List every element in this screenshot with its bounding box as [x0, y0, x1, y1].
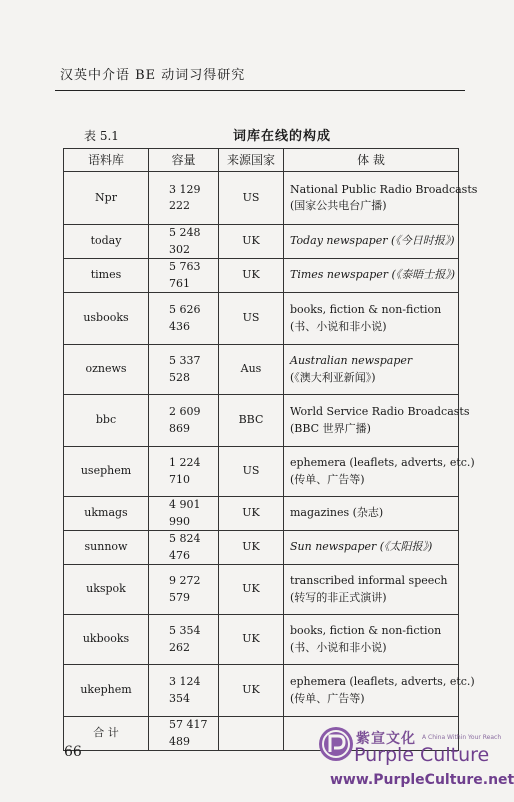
cell-country: BBC — [219, 395, 284, 447]
genre-line: books, fiction & non-fiction — [290, 624, 442, 637]
cell-genre — [284, 497, 459, 531]
watermark-url: www.PurpleCulture.net — [330, 772, 514, 788]
cell-genre — [284, 293, 459, 345]
table-row — [64, 565, 459, 615]
cell-size: 9 272 579 — [149, 565, 219, 615]
cell-country: Aus — [219, 345, 284, 395]
cell-size: 5 626 436 — [149, 293, 219, 345]
running-header: 汉英中介语 BE 动词习得研究 — [60, 68, 246, 83]
cell-size: 5 824 476 — [149, 531, 219, 565]
genre-line: ephemera (leaflets, adverts, etc.) — [290, 456, 475, 469]
genre-line: World Service Radio Broadcasts — [290, 405, 470, 418]
genre-line: books, fiction & non-fiction — [290, 303, 442, 316]
cell-country: UK — [219, 225, 284, 259]
cell-genre — [284, 615, 459, 665]
cell-country: US — [219, 447, 284, 497]
purple-culture-logo-icon — [318, 726, 354, 762]
genre-line: magazines (杂志) — [290, 506, 384, 520]
genre-line: (国家公共电台广播) — [290, 199, 387, 212]
genre-line: Australian newspaper — [290, 354, 413, 367]
cell-country: UK — [219, 665, 284, 717]
genre-line: ephemera (leaflets, adverts, etc.) — [290, 675, 475, 688]
genre-line: (BBC 世界广播) — [290, 421, 371, 435]
table-row — [64, 395, 459, 447]
cell-size: 5 354 262 — [149, 615, 219, 665]
cell-genre — [284, 447, 475, 497]
cell-country: UK — [219, 497, 284, 531]
genre-line: (传单、广告等) — [290, 472, 365, 486]
cell-genre — [284, 665, 475, 717]
cell-corpus: sunnow — [64, 531, 149, 565]
cell-genre — [284, 565, 459, 615]
cell-corpus: ukephem — [64, 665, 149, 717]
genre-line: National Public Radio Broadcasts — [290, 182, 478, 196]
cell-corpus: oznews — [64, 345, 149, 395]
header-genre: 体 裁 — [284, 149, 459, 172]
header-corpus: 语料库 — [64, 149, 149, 172]
cell-corpus: ukbooks — [64, 615, 149, 665]
cell-corpus: usephem — [64, 447, 149, 497]
genre-line: transcribed informal speech — [290, 574, 448, 587]
table-row — [64, 447, 459, 497]
cell-corpus: times — [64, 259, 149, 293]
cell-genre — [284, 345, 459, 395]
cell-corpus: bbc — [64, 395, 149, 447]
header-rule — [55, 90, 465, 91]
table-row — [64, 615, 459, 665]
cell-genre — [284, 172, 478, 225]
table-title: 词库在线的构成 — [233, 129, 332, 144]
cell-size: 3 124 354 — [149, 665, 219, 717]
total-empty-cell — [219, 717, 284, 751]
cell-country: US — [219, 293, 284, 345]
cell-size: 2 609 869 — [149, 395, 219, 447]
cell-corpus: ukspok — [64, 565, 149, 615]
cell-corpus: Npr — [64, 172, 149, 225]
page-number: 66 — [64, 744, 82, 760]
header-size: 容量 — [149, 149, 219, 172]
genre-line: Sun newspaper (《太阳报》) — [290, 540, 433, 554]
genre-line: (《澳大利亚新闻》) — [290, 370, 376, 384]
cell-corpus: today — [64, 225, 149, 259]
table-row — [64, 172, 459, 225]
cell-country: US — [219, 172, 284, 225]
header-country: 来源国家 — [219, 149, 284, 172]
purple-culture-watermark — [318, 722, 514, 802]
cell-corpus: ukmags — [64, 497, 149, 531]
table-row — [64, 665, 459, 717]
genre-line: (书、小说和非小说) — [290, 319, 387, 333]
cell-genre — [284, 225, 459, 259]
table-header-row — [64, 149, 459, 172]
watermark-name-cn: 紫宣文化 — [356, 731, 416, 747]
cell-size: 4 901 990 — [149, 497, 219, 531]
cell-genre — [284, 259, 459, 293]
cell-size: 1 224 710 — [149, 447, 219, 497]
watermark-tagline: A China Within Your Reach — [422, 734, 502, 741]
cell-size: 5 248 302 — [149, 225, 219, 259]
cell-genre — [284, 395, 470, 447]
cell-size: 3 129 222 — [149, 172, 219, 225]
cell-country: UK — [219, 565, 284, 615]
genre-line: (书、小说和非小说) — [290, 640, 387, 654]
table-row — [64, 531, 459, 565]
cell-country: UK — [219, 259, 284, 293]
cell-country: UK — [219, 615, 284, 665]
total-size: 57 417 489 — [149, 717, 219, 751]
genre-line: (转写的非正式演讲) — [290, 590, 387, 604]
cell-country: UK — [219, 531, 284, 565]
table-row — [64, 259, 459, 293]
genre-line: Today newspaper (《今日时报》) — [290, 234, 455, 248]
watermark-name-en: Purple Culture — [354, 744, 490, 766]
genre-line: (传单、广告等) — [290, 691, 365, 705]
table-row — [64, 497, 459, 531]
table-row — [64, 293, 459, 345]
total-label: 合 计 — [64, 717, 149, 751]
table-row — [64, 345, 459, 395]
cell-corpus: usbooks — [64, 293, 149, 345]
cell-size: 5 763 761 — [149, 259, 219, 293]
cell-size: 5 337 528 — [149, 345, 219, 395]
table-row — [64, 225, 459, 259]
table-label: 表 5.1 — [84, 129, 119, 143]
genre-line: Times newspaper (《泰晤士报》) — [290, 268, 456, 282]
cell-genre — [284, 531, 459, 565]
